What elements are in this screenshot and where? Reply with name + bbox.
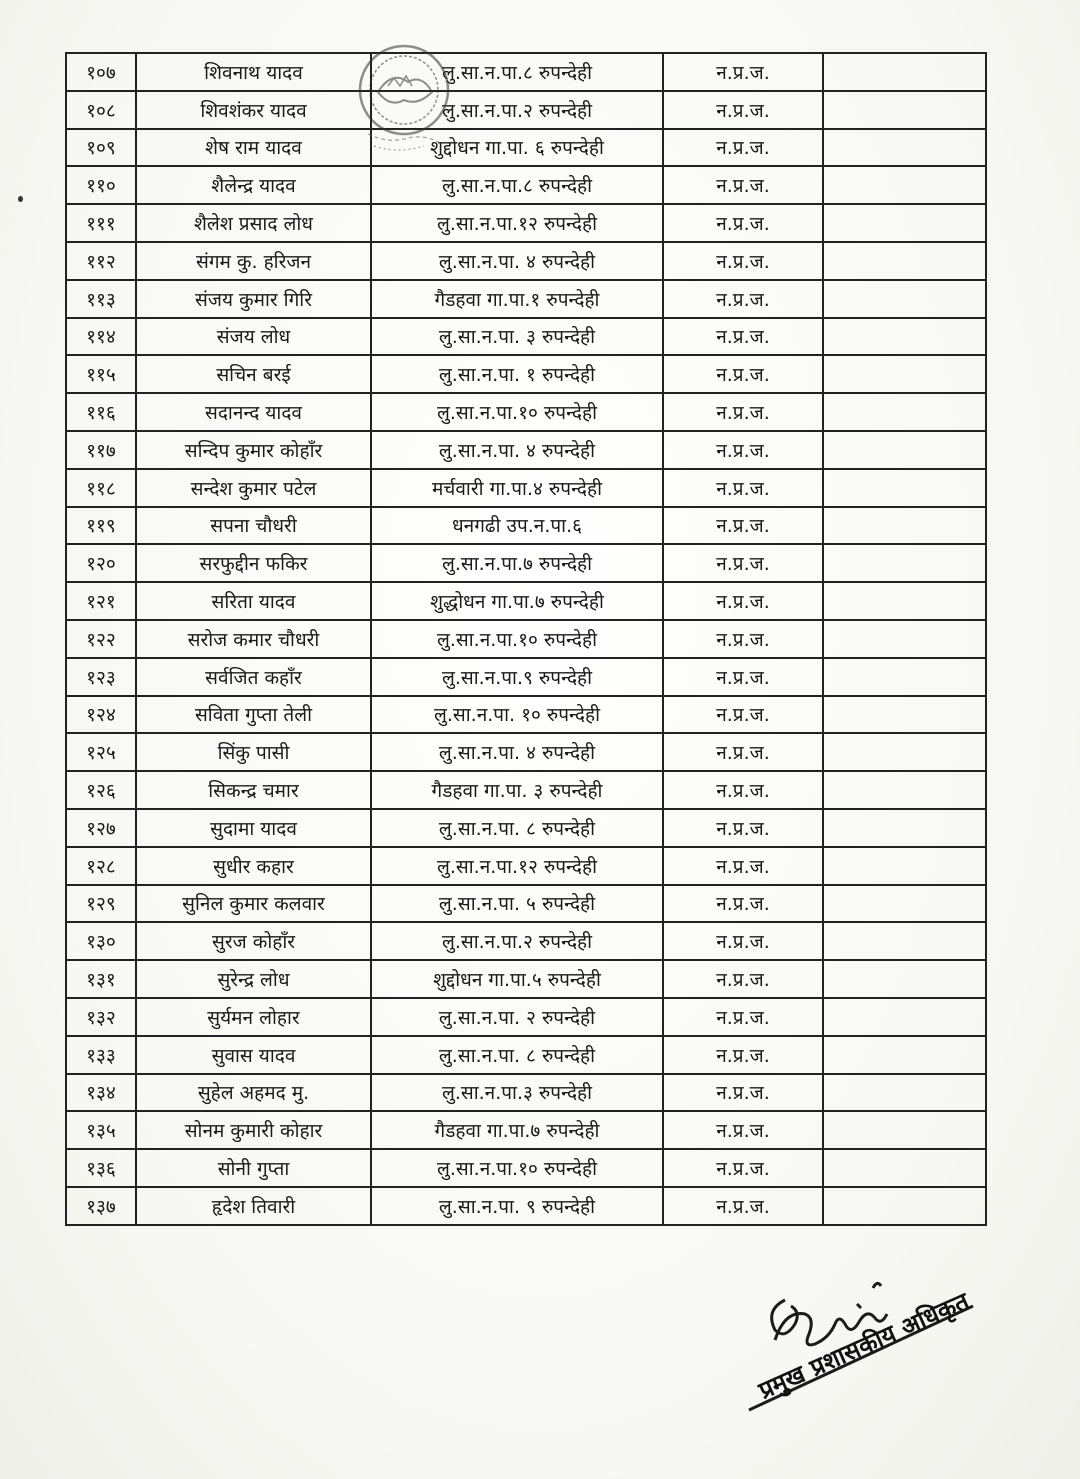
- remarks-cell: [823, 91, 986, 129]
- signatory-title: प्रमुख प्रशासकीय अधिकृत: [754, 1286, 974, 1405]
- table-row: [66, 658, 986, 696]
- candidate-name-cell: शैलेश प्रसाद लोध: [136, 204, 371, 242]
- address-cell: लु.सा.न.पा.१० रुपन्देही: [371, 620, 663, 658]
- serial-number-cell: १३०: [66, 922, 136, 960]
- address-cell: गैडहवा गा.पा.७ रुपन्देही: [371, 1111, 663, 1149]
- remarks-cell: [823, 166, 986, 204]
- address-cell: शुद्दोधन गा.पा.५ रुपन्देही: [371, 960, 663, 998]
- serial-number-cell: १२२: [66, 620, 136, 658]
- category-cell: न.प्र.ज.: [663, 129, 823, 167]
- category-cell: न.प्र.ज.: [663, 242, 823, 280]
- table-row: [66, 885, 986, 923]
- table-row: [66, 53, 986, 91]
- table-row: [66, 620, 986, 658]
- category-cell: न.प्र.ज.: [663, 53, 823, 91]
- category-cell: न.प्र.ज.: [663, 998, 823, 1036]
- table-row: [66, 847, 986, 885]
- category-cell: न.प्र.ज.: [663, 91, 823, 129]
- serial-number-cell: ११८: [66, 469, 136, 507]
- table-body: [66, 53, 986, 1225]
- candidate-name-cell: सुरज कोहाँर: [136, 922, 371, 960]
- remarks-cell: [823, 998, 986, 1036]
- table-row: [66, 998, 986, 1036]
- remarks-cell: [823, 280, 986, 318]
- remarks-cell: [823, 204, 986, 242]
- serial-number-cell: १३७: [66, 1187, 136, 1225]
- candidate-name-cell: शिवशंकर यादव: [136, 91, 371, 129]
- remarks-cell: [823, 809, 986, 847]
- serial-number-cell: १०९: [66, 129, 136, 167]
- address-cell: लु.सा.न.पा.८ रुपन्देही: [371, 53, 663, 91]
- serial-number-cell: ११२: [66, 242, 136, 280]
- remarks-cell: [823, 393, 986, 431]
- category-cell: न.प्र.ज.: [663, 1036, 823, 1074]
- table-row: [66, 507, 986, 545]
- table-row: [66, 696, 986, 734]
- candidate-name-cell: हृदेश तिवारी: [136, 1187, 371, 1225]
- candidate-name-cell: सोनी गुप्ता: [136, 1149, 371, 1187]
- remarks-cell: [823, 1149, 986, 1187]
- table-row: [66, 809, 986, 847]
- remarks-cell: [823, 620, 986, 658]
- candidate-name-cell: सुनिल कुमार कलवार: [136, 885, 371, 923]
- address-cell: लु.सा.न.पा.८ रुपन्देही: [371, 166, 663, 204]
- serial-number-cell: ११४: [66, 318, 136, 356]
- category-cell: न.प्र.ज.: [663, 1111, 823, 1149]
- category-cell: न.प्र.ज.: [663, 960, 823, 998]
- category-cell: न.प्र.ज.: [663, 1187, 823, 1225]
- category-cell: न.प्र.ज.: [663, 733, 823, 771]
- remarks-cell: [823, 733, 986, 771]
- remarks-cell: [823, 431, 986, 469]
- candidate-name-cell: सुवास यादव: [136, 1036, 371, 1074]
- category-cell: न.प्र.ज.: [663, 771, 823, 809]
- remarks-cell: [823, 658, 986, 696]
- table-row: [66, 469, 986, 507]
- remarks-cell: [823, 318, 986, 356]
- serial-number-cell: १३४: [66, 1074, 136, 1112]
- serial-number-cell: १२६: [66, 771, 136, 809]
- category-cell: न.प्र.ज.: [663, 1074, 823, 1112]
- address-cell: शुद्धोधन गा.पा.७ रुपन्देही: [371, 582, 663, 620]
- candidate-name-cell: सपना चौधरी: [136, 507, 371, 545]
- serial-number-cell: १०८: [66, 91, 136, 129]
- address-cell: लु.सा.न.पा. १० रुपन्देही: [371, 696, 663, 734]
- address-cell: लु.सा.न.पा. ४ रुपन्देही: [371, 242, 663, 280]
- serial-number-cell: ११३: [66, 280, 136, 318]
- remarks-cell: [823, 507, 986, 545]
- candidate-name-cell: सुर्यमन लोहार: [136, 998, 371, 1036]
- table-row: [66, 733, 986, 771]
- candidate-name-cell: सरोज कमार चौधरी: [136, 620, 371, 658]
- remarks-cell: [823, 53, 986, 91]
- table-row: [66, 280, 986, 318]
- serial-number-cell: १३६: [66, 1149, 136, 1187]
- category-cell: न.प्र.ज.: [663, 393, 823, 431]
- serial-number-cell: १३३: [66, 1036, 136, 1074]
- serial-number-cell: ११७: [66, 431, 136, 469]
- remarks-cell: [823, 847, 986, 885]
- table-row: [66, 582, 986, 620]
- table-row: [66, 91, 986, 129]
- remarks-cell: [823, 469, 986, 507]
- serial-number-cell: १२७: [66, 809, 136, 847]
- table-row: [66, 393, 986, 431]
- serial-number-cell: १३१: [66, 960, 136, 998]
- table-row: [66, 1111, 986, 1149]
- address-cell: लु.सा.न.पा.१० रुपन्देही: [371, 393, 663, 431]
- address-cell: लु.सा.न.पा.१२ रुपन्देही: [371, 204, 663, 242]
- category-cell: न.प्र.ज.: [663, 658, 823, 696]
- remarks-cell: [823, 355, 986, 393]
- serial-number-cell: १२५: [66, 733, 136, 771]
- category-cell: न.प्र.ज.: [663, 885, 823, 923]
- address-cell: लु.सा.न.पा.९ रुपन्देही: [371, 658, 663, 696]
- candidate-name-cell: शिवनाथ यादव: [136, 53, 371, 91]
- table-row: [66, 431, 986, 469]
- candidate-name-cell: संगम कु. हरिजन: [136, 242, 371, 280]
- address-cell: लु.सा.न.पा. ४ रुपन्देही: [371, 431, 663, 469]
- address-cell: मर्चवारी गा.पा.४ रुपन्देही: [371, 469, 663, 507]
- address-cell: लु.सा.न.पा. २ रुपन्देही: [371, 998, 663, 1036]
- address-cell: लु.सा.न.पा.२ रुपन्देही: [371, 922, 663, 960]
- category-cell: न.प्र.ज.: [663, 507, 823, 545]
- remarks-cell: [823, 771, 986, 809]
- candidate-name-cell: संजय लोध: [136, 318, 371, 356]
- remarks-cell: [823, 696, 986, 734]
- serial-number-cell: १२४: [66, 696, 136, 734]
- address-cell: लु.सा.न.पा.३ रुपन्देही: [371, 1074, 663, 1112]
- category-cell: न.प्र.ज.: [663, 582, 823, 620]
- table-row: [66, 318, 986, 356]
- candidate-name-cell: सिकन्द्र चमार: [136, 771, 371, 809]
- category-cell: न.प्र.ज.: [663, 620, 823, 658]
- serial-number-cell: ११९: [66, 507, 136, 545]
- table-row: [66, 922, 986, 960]
- table-row: [66, 771, 986, 809]
- remarks-cell: [823, 129, 986, 167]
- address-cell: लु.सा.न.पा. ५ रुपन्देही: [371, 885, 663, 923]
- candidate-name-cell: सुरेन्द्र लोध: [136, 960, 371, 998]
- remarks-cell: [823, 582, 986, 620]
- remarks-cell: [823, 1111, 986, 1149]
- table-row: [66, 1149, 986, 1187]
- table-row: [66, 960, 986, 998]
- category-cell: न.प्र.ज.: [663, 318, 823, 356]
- category-cell: न.प्र.ज.: [663, 431, 823, 469]
- candidate-name-cell: संजय कुमार गिरि: [136, 280, 371, 318]
- serial-number-cell: १०७: [66, 53, 136, 91]
- serial-number-cell: ११६: [66, 393, 136, 431]
- serial-number-cell: १११: [66, 204, 136, 242]
- candidate-name-cell: सुधीर कहार: [136, 847, 371, 885]
- remarks-cell: [823, 242, 986, 280]
- category-cell: न.प्र.ज.: [663, 1149, 823, 1187]
- address-cell: गैडहवा गा.पा.१ रुपन्देही: [371, 280, 663, 318]
- category-cell: न.प्र.ज.: [663, 922, 823, 960]
- category-cell: न.प्र.ज.: [663, 280, 823, 318]
- table-row: [66, 1074, 986, 1112]
- candidate-name-cell: सरफुद्दीन फकिर: [136, 544, 371, 582]
- serial-number-cell: १२१: [66, 582, 136, 620]
- serial-number-cell: १२९: [66, 885, 136, 923]
- table-row: [66, 242, 986, 280]
- serial-number-cell: ११०: [66, 166, 136, 204]
- category-cell: न.प्र.ज.: [663, 847, 823, 885]
- candidate-name-cell: सोनम कुमारी कोहार: [136, 1111, 371, 1149]
- table-row: [66, 1187, 986, 1225]
- candidate-name-cell: सचिन बरई: [136, 355, 371, 393]
- remarks-cell: [823, 960, 986, 998]
- candidate-name-cell: सुदामा यादव: [136, 809, 371, 847]
- candidate-name-cell: सर्वजित कहाँर: [136, 658, 371, 696]
- category-cell: न.प्र.ज.: [663, 204, 823, 242]
- remarks-cell: [823, 885, 986, 923]
- candidate-table: [65, 52, 987, 1226]
- address-cell: लु.सा.न.पा. ८ रुपन्देही: [371, 809, 663, 847]
- address-cell: धनगढी उप.न.पा.६: [371, 507, 663, 545]
- serial-number-cell: १२३: [66, 658, 136, 696]
- candidate-name-cell: सन्देश कुमार पटेल: [136, 469, 371, 507]
- candidate-name-cell: सुहेल अहमद मु.: [136, 1074, 371, 1112]
- table-row: [66, 129, 986, 167]
- page-speck: [18, 196, 23, 202]
- table-row: [66, 1036, 986, 1074]
- address-cell: लु.सा.न.पा. ४ रुपन्देही: [371, 733, 663, 771]
- address-cell: लु.सा.न.पा.७ रुपन्देही: [371, 544, 663, 582]
- candidate-name-cell: सन्दिप कुमार कोहाँर: [136, 431, 371, 469]
- table-row: [66, 544, 986, 582]
- serial-number-cell: १२८: [66, 847, 136, 885]
- address-cell: शुद्दोधन गा.पा. ६ रुपन्देही: [371, 129, 663, 167]
- remarks-cell: [823, 1074, 986, 1112]
- candidate-name-cell: सिंकु पासी: [136, 733, 371, 771]
- address-cell: लु.सा.न.पा. १ रुपन्देही: [371, 355, 663, 393]
- table-row: [66, 355, 986, 393]
- candidate-name-cell: सदानन्द यादव: [136, 393, 371, 431]
- candidate-name-cell: सरिता यादव: [136, 582, 371, 620]
- serial-number-cell: १३५: [66, 1111, 136, 1149]
- address-cell: लु.सा.न.पा. ३ रुपन्देही: [371, 318, 663, 356]
- address-cell: लु.सा.न.पा. ८ रुपन्देही: [371, 1036, 663, 1074]
- category-cell: न.प्र.ज.: [663, 166, 823, 204]
- remarks-cell: [823, 922, 986, 960]
- address-cell: लु.सा.न.पा. ९ रुपन्देही: [371, 1187, 663, 1225]
- candidate-name-cell: शेष राम यादव: [136, 129, 371, 167]
- address-cell: लु.सा.न.पा.१० रुपन्देही: [371, 1149, 663, 1187]
- serial-number-cell: १३२: [66, 998, 136, 1036]
- category-cell: न.प्र.ज.: [663, 355, 823, 393]
- serial-number-cell: ११५: [66, 355, 136, 393]
- category-cell: न.प्र.ज.: [663, 544, 823, 582]
- candidate-name-cell: शैलेन्द्र यादव: [136, 166, 371, 204]
- address-cell: लु.सा.न.पा.२ रुपन्देही: [371, 91, 663, 129]
- remarks-cell: [823, 544, 986, 582]
- remarks-cell: [823, 1036, 986, 1074]
- serial-number-cell: १२०: [66, 544, 136, 582]
- candidate-name-cell: सविता गुप्ता तेली: [136, 696, 371, 734]
- table-row: [66, 166, 986, 204]
- remarks-cell: [823, 1187, 986, 1225]
- category-cell: न.प्र.ज.: [663, 696, 823, 734]
- category-cell: न.प्र.ज.: [663, 809, 823, 847]
- address-cell: गैडहवा गा.पा. ३ रुपन्देही: [371, 771, 663, 809]
- address-cell: लु.सा.न.पा.१२ रुपन्देही: [371, 847, 663, 885]
- category-cell: न.प्र.ज.: [663, 469, 823, 507]
- table-row: [66, 204, 986, 242]
